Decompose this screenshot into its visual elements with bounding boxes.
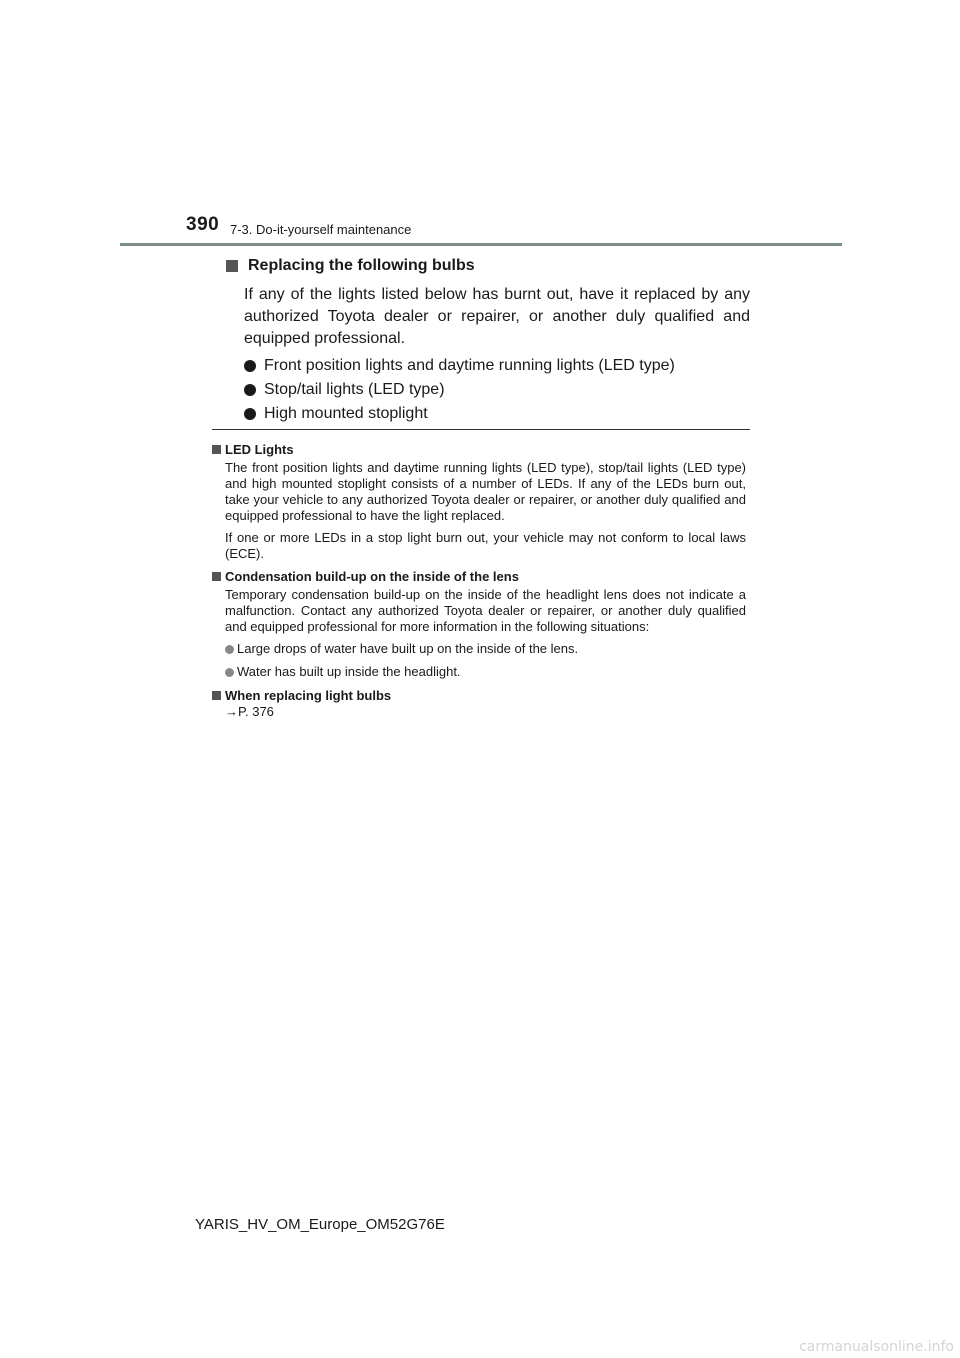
bullet-dot-icon bbox=[244, 360, 256, 372]
note-paragraph: Temporary condensation build-up on the inside of the headlight lens does not indicate a malfunction. Contact any authorized Toyota dealer or repairer, or another duly qualified and equipped professional for more information in the following situations: bbox=[225, 587, 746, 634]
square-bullet-icon bbox=[226, 260, 238, 272]
page-number: 390 bbox=[186, 214, 220, 235]
section-divider bbox=[212, 429, 750, 430]
header-rule bbox=[120, 243, 842, 246]
bulb-list bbox=[244, 354, 750, 426]
note-paragraph: The front position lights and daytime running lights (LED type), stop/tail lights (LED type) and high mounted stoplight consists of a number of LEDs. If any of the LEDs burn out, take your vehicle to any authorized Toyota dealer or repairer, or another duly qualified and equipped professional to have the light replaced. bbox=[225, 460, 746, 523]
note-paragraph: If one or more LEDs in a stop light burn out, your vehicle may not conform to local laws (ECE). bbox=[225, 530, 746, 561]
main-paragraph: If any of the lights listed below has burnt out, have it replaced by any authorized Toyota dealer or repairer, or another duly qualified and equipped professional. bbox=[244, 286, 750, 347]
list-item: High mounted stoplight bbox=[244, 402, 750, 426]
square-bullet-icon bbox=[212, 445, 221, 454]
notes-section bbox=[212, 438, 746, 720]
square-bullet-icon bbox=[212, 572, 221, 581]
bullet-dot-icon bbox=[225, 645, 234, 654]
square-bullet-icon bbox=[212, 691, 221, 700]
list-item: Large drops of water have built up on the inside of the lens. bbox=[225, 641, 746, 657]
bullet-dot-icon bbox=[244, 384, 256, 396]
main-heading bbox=[222, 256, 750, 276]
section-label: 7-3. Do-it-yourself maintenance bbox=[230, 222, 412, 237]
watermark: carmanualsonline.info bbox=[799, 1339, 954, 1355]
bullet-dot-icon bbox=[244, 408, 256, 420]
page-reference-link[interactable]: →P. 376 bbox=[225, 704, 274, 719]
list-item: Water has built up inside the headlight. bbox=[225, 664, 746, 680]
main-heading-text: Replacing the following bulbs bbox=[248, 257, 475, 274]
note-heading-condensation: Condensation build-up on the inside of the lens bbox=[212, 568, 746, 585]
condensation-list bbox=[225, 641, 746, 680]
list-item: Stop/tail lights (LED type) bbox=[244, 378, 750, 402]
list-item: Front position lights and daytime running lights (LED type) bbox=[244, 354, 750, 378]
document-code: YARIS_HV_OM_Europe_OM52G76E bbox=[195, 1216, 445, 1233]
main-block bbox=[222, 256, 750, 426]
bullet-dot-icon bbox=[225, 668, 234, 677]
note-heading-led: LED Lights bbox=[212, 441, 746, 458]
note-heading-replacing: When replacing light bulbs bbox=[212, 687, 746, 704]
